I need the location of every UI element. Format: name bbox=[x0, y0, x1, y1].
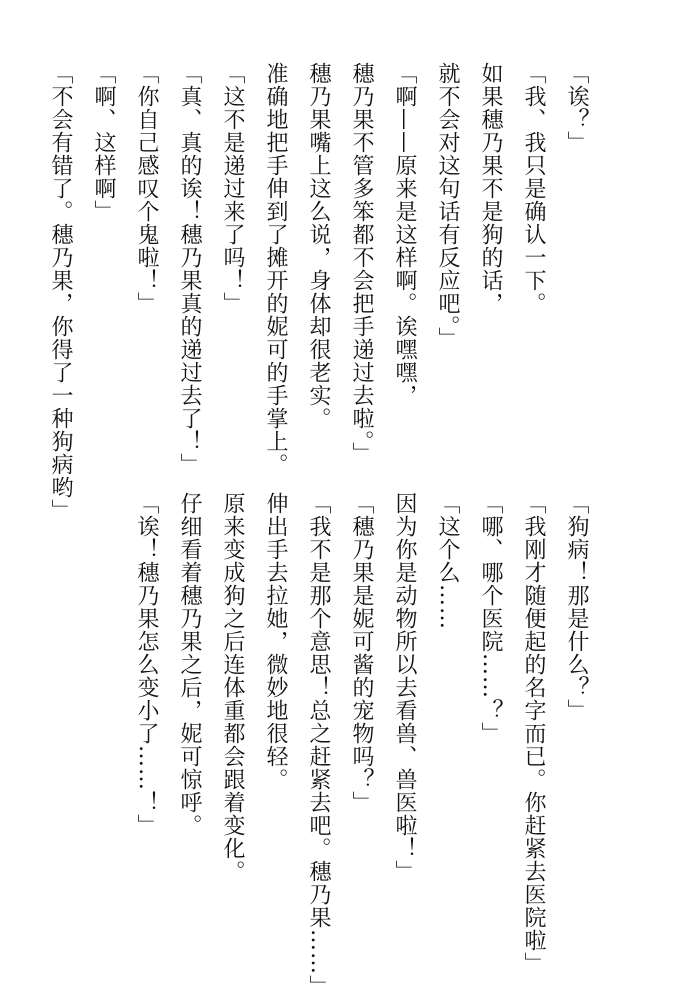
text-line: 仔细看着穗乃果之后，妮可惊呼。 bbox=[177, 492, 202, 837]
text-block-top bbox=[39, 62, 598, 522]
text-line: 「你自己感叹个鬼啦！」 bbox=[134, 62, 159, 315]
text-line: 「诶！穗乃果怎么变小了……！」 bbox=[134, 492, 159, 837]
text-line: 「我、我只是确认一下。 bbox=[521, 62, 546, 315]
text-line: 「这不是递过来了吗！」 bbox=[220, 62, 245, 315]
text-line: 穗乃果不管多笨都不会把手递过去啦。」 bbox=[349, 62, 374, 465]
text-line: 「狗病！那是什么？」 bbox=[564, 492, 589, 722]
text-block-bottom bbox=[125, 492, 598, 998]
text-line: 「我刚才随便起的名字而已。你赶紧去医院啦」 bbox=[521, 492, 546, 975]
text-line: 穗乃果嘴上这么说，身体却很老实。 bbox=[306, 62, 331, 430]
text-line: 「这个么…… bbox=[435, 492, 460, 630]
text-line: 「哪、哪个医院……？」 bbox=[478, 492, 503, 745]
text-line: 伸出手去拉她，微妙地很轻。 bbox=[263, 492, 288, 791]
text-line: 因为你是动物所以去看兽、兽医啦！」 bbox=[392, 492, 417, 883]
text-line: 「不会有错了。穗乃果，你得了一种狗病哟」 bbox=[48, 62, 73, 522]
text-line: 原来变成狗之后连体重都会跟着变化。 bbox=[220, 492, 245, 883]
text-line: 如果穗乃果不是狗的话， bbox=[478, 62, 503, 315]
text-line: 「啊——原来是这样啊。诶嘿嘿， bbox=[392, 62, 417, 407]
text-line: 就不会对这句话有反应吧。」 bbox=[435, 62, 460, 350]
text-line: 「诶？」 bbox=[564, 62, 589, 154]
text-line: 「啊、这样啊」 bbox=[91, 62, 116, 223]
text-line: 「真、真的诶！穗乃果真的递过去了！」 bbox=[177, 62, 202, 476]
text-line: 「我不是那个意思！总之赶紧去吧。穗乃果……」 bbox=[306, 492, 331, 998]
text-line: 「穗乃果是妮可酱的宠物吗？」 bbox=[349, 492, 374, 814]
text-line: 准确地把手伸到了摊开的妮可的手掌上。 bbox=[263, 62, 288, 476]
